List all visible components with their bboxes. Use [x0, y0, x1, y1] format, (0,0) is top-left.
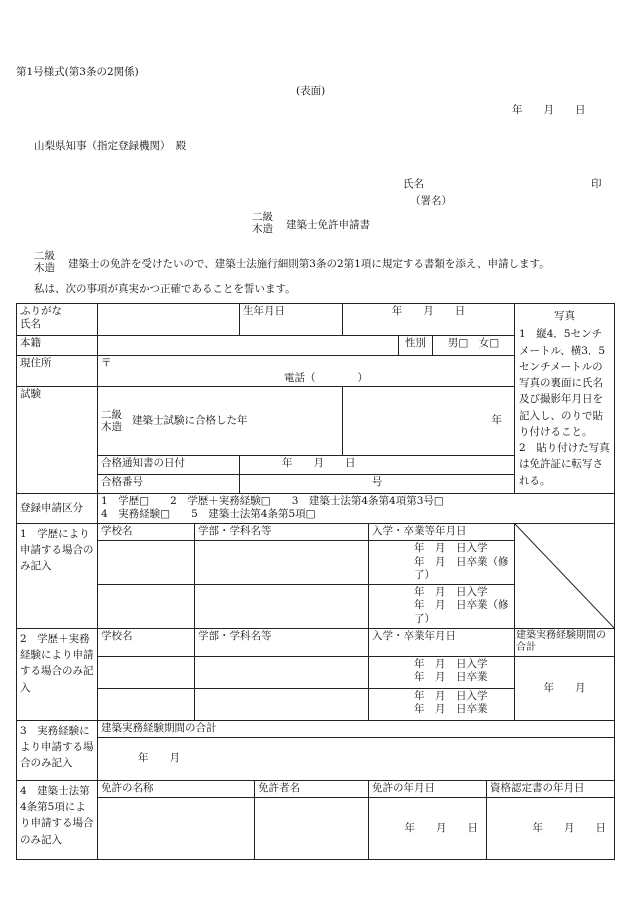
sec2-enroll-2: 年 月 日入学	[414, 689, 488, 702]
sec2-school-2[interactable]	[98, 688, 195, 720]
seal-mark: 印	[591, 178, 602, 190]
exam-label: 試験	[17, 387, 98, 494]
sec2-faculty-2[interactable]	[195, 688, 369, 720]
reg-category-label: 登録申請区分	[17, 493, 98, 523]
honseki-field[interactable]	[98, 336, 399, 356]
sec1-faculty-1[interactable]	[195, 540, 369, 584]
birth-date-field[interactable]: 年 月 日	[343, 304, 515, 336]
notice-date-label: 合格通知書の日付	[98, 455, 240, 474]
exam-year-field[interactable]: 年	[343, 387, 515, 456]
sec2-school-header: 学校名	[98, 628, 195, 656]
sec2-school-1[interactable]	[98, 656, 195, 688]
intro-grade-mokuzo: 木造	[34, 262, 55, 275]
birth-date-label: 生年月日	[240, 304, 343, 336]
row-reg-category	[17, 493, 615, 523]
honseki-label: 本籍	[17, 336, 98, 356]
sec1-label: 1 学歴により申請する場合のみ記入	[17, 523, 98, 628]
form-number: 第1号様式(第3条の2関係)	[16, 66, 139, 78]
sex-checkboxes[interactable]: 男□ 女□	[433, 336, 515, 356]
signature-note: （署名）	[410, 195, 452, 207]
name-field[interactable]	[98, 304, 240, 336]
intro-line-1: 建築士の免許を受けたいので、建築士法施行細則第3条の2第1項に規定する書類を添え、申請します。	[68, 258, 550, 270]
sex-label: 性別	[399, 336, 433, 356]
sec1-date-header: 入学・卒業等年月日	[369, 523, 515, 540]
row-sec4-header	[17, 780, 615, 797]
intro-line-2: 私は、次の事項が真実かつ正確であることを誓います。	[34, 283, 296, 295]
sec1-dates-1[interactable]	[369, 540, 515, 584]
cert-date-field[interactable]: 年 月 日	[487, 797, 615, 859]
sec2-dates-2[interactable]	[369, 688, 515, 720]
sec1-grad-2: 年 月 日卒業（修了）	[414, 599, 509, 626]
side-label: (表面)	[296, 85, 326, 97]
row-sec2-header	[17, 628, 615, 656]
row-sec1-header	[17, 523, 615, 540]
sec3-period-field[interactable]: 年 月	[98, 737, 615, 780]
title-grade-nikyu: 二級	[252, 211, 273, 223]
sec1-school-2[interactable]	[98, 584, 195, 628]
license-name-field[interactable]	[98, 797, 255, 859]
sec2-experience-header: 建築実務経験期間の合計	[515, 628, 615, 656]
sec2-label: 2 学歴＋実務経験により申請する場合のみ記入	[17, 628, 98, 720]
row-sec2-entry-1	[17, 656, 615, 688]
address-label: 現住所	[17, 356, 98, 387]
sec1-enroll-1: 年 月 日入学	[414, 541, 488, 554]
photo-box	[515, 304, 615, 494]
reg-options-line-1: 1 学歴□ 2 学歴＋実務経験□ 3 建築士法第4条第4項第3号□	[101, 494, 444, 507]
sec2-dates-1[interactable]	[369, 656, 515, 688]
intro-grade-stack	[34, 250, 55, 274]
diagonal-line	[515, 524, 614, 628]
addressee: 山梨県知事（指定登録機関） 殿	[34, 140, 187, 152]
title-grade-mokuzo: 木造	[252, 223, 273, 236]
sec2-period-field[interactable]: 年 月	[515, 656, 615, 720]
intro-grade-nikyu: 二級	[34, 250, 55, 262]
row-name	[17, 304, 615, 336]
row-sec3-entry	[17, 737, 615, 780]
exam-grade-mokuzo: 木造	[101, 420, 122, 433]
name-label: 氏名	[20, 318, 41, 331]
phone-label: 電話（ ）	[284, 372, 368, 384]
notice-date-field[interactable]: 年 月 日	[240, 455, 515, 474]
sec1-enroll-2: 年 月 日入学	[414, 585, 488, 598]
furigana-label: ふりがな	[20, 305, 62, 317]
row-sec3-header	[17, 720, 615, 737]
name-label-cell	[17, 304, 98, 336]
title-grade-stack	[252, 211, 273, 235]
exam-passed-cell	[98, 387, 343, 456]
reg-category-options[interactable]	[98, 493, 615, 523]
exam-grade-stack	[101, 409, 122, 433]
photo-note-2: 2 貼り付けた写真は免許証に転写される。	[519, 442, 610, 487]
photo-note-1: 1 縦4．5センチメートル、横3．5センチメートルの写真の裏面に氏名及び撮影年月日を記入し、のりで貼り付けること。	[519, 328, 606, 438]
sec1-faculty-2[interactable]	[195, 584, 369, 628]
document-title: 建築士免許申請書	[286, 219, 370, 231]
sec2-faculty-header: 学部・学科名等	[195, 628, 369, 656]
photo-title: 写真	[554, 310, 576, 322]
sec1-faculty-header: 学部・学科名等	[195, 523, 369, 540]
sec2-faculty-1[interactable]	[195, 656, 369, 688]
sec3-experience-header: 建築実務経験期間の合計	[98, 720, 615, 737]
sec3-label: 3 実務経験により申請する場合のみ記入	[17, 720, 98, 780]
row-sec4-entry	[17, 797, 615, 859]
sec2-enroll-1: 年 月 日入学	[414, 657, 488, 670]
sec2-date-header: 入学・卒業年月日	[369, 628, 515, 656]
sec1-school-1[interactable]	[98, 540, 195, 584]
application-date: 年 月 日	[512, 104, 586, 116]
license-date-header: 免許の年月日	[369, 780, 487, 797]
exam-passed-label: 建築士試験に合格した年	[132, 414, 248, 427]
sec1-diagonal-cell	[515, 523, 615, 628]
licensor-field[interactable]	[255, 797, 369, 859]
reg-options-line-2: 4 実務経験□ 5 建築士法第4条第5項□	[101, 508, 316, 521]
sec2-grad-1: 年 月 日卒業	[414, 671, 488, 684]
pass-number-label: 合格番号	[98, 474, 240, 493]
address-field[interactable]	[98, 356, 515, 387]
sec2-grad-2: 年 月 日卒業	[414, 703, 488, 716]
sec1-dates-2[interactable]	[369, 584, 515, 628]
pass-number-field[interactable]: 号	[240, 474, 515, 493]
license-name-header: 免許の名称	[98, 780, 255, 797]
sec4-label: 4 建築士法第4条第5項により申請する場合のみ記入	[17, 780, 98, 859]
licensor-header: 免許者名	[255, 780, 369, 797]
sec1-school-header: 学校名	[98, 523, 195, 540]
applicant-name-label: 氏名	[403, 178, 424, 190]
cert-date-header: 資格認定書の年月日	[487, 780, 615, 797]
sec1-grad-1: 年 月 日卒業（修了）	[414, 555, 509, 582]
exam-grade-nikyu: 二級	[101, 408, 122, 421]
application-form-table	[16, 303, 615, 860]
license-date-field[interactable]: 年 月 日	[369, 797, 487, 859]
postal-mark: 〒	[101, 357, 112, 369]
